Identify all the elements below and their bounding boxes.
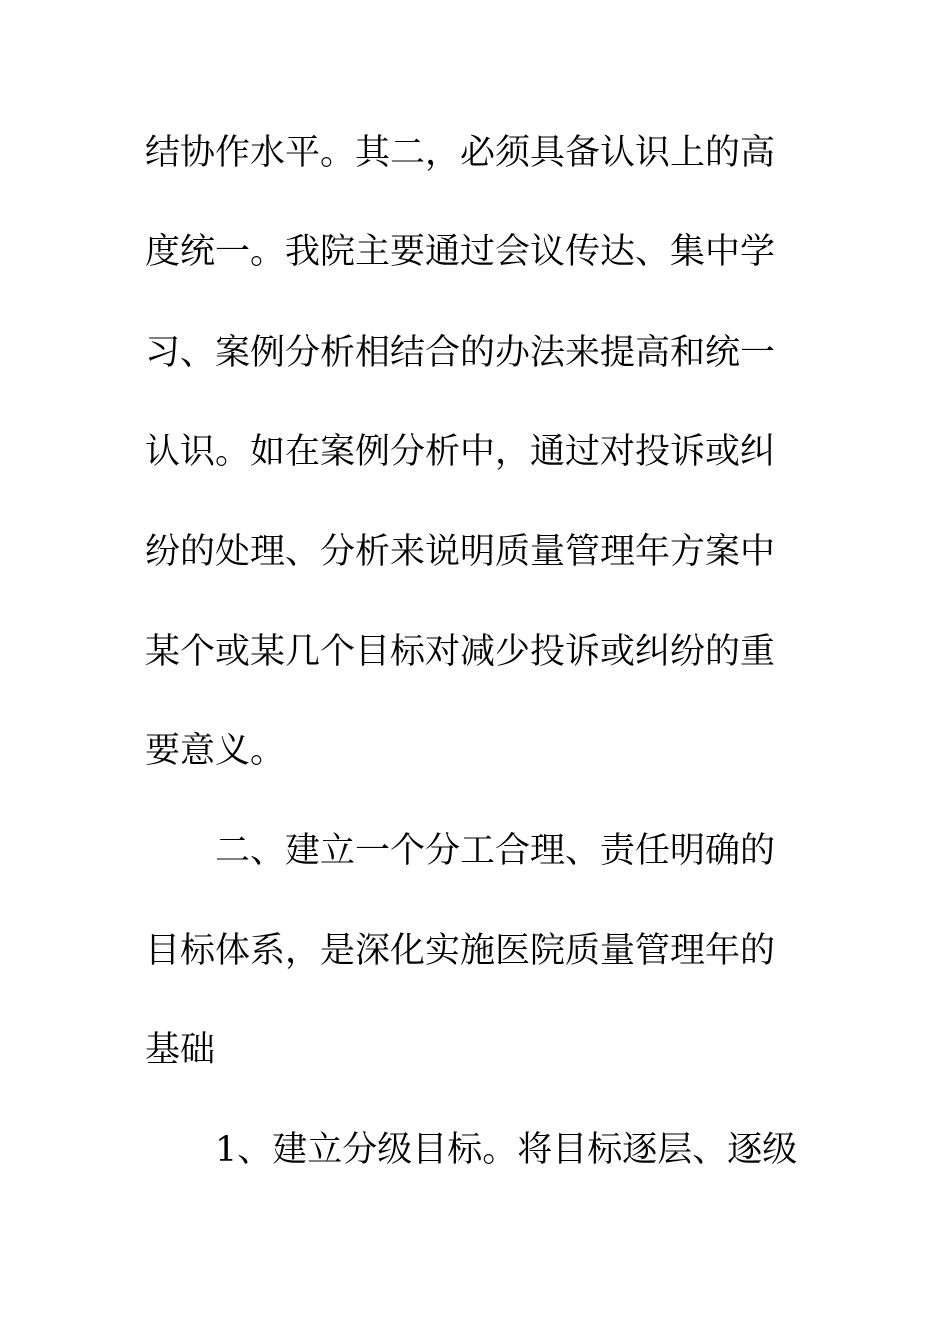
list-item-1: 1、建立分级目标。将目标逐层、逐级	[215, 1130, 798, 1170]
text-line-3: 习、案例分析相结合的办法来提高和统一	[145, 333, 776, 373]
text-line-2: 度统一。我院主要通过会议传达、集中学	[145, 232, 776, 272]
text-line-6: 某个或某几个目标对减少投诉或纠纷的重	[145, 632, 776, 672]
text-line-1: 结协作水平。其二，必须具备认识上的高	[145, 133, 776, 173]
text-line-7: 要意义。	[145, 731, 286, 771]
text-line-10: 基础	[145, 1030, 216, 1070]
text-line-9: 目标体系，是深化实施医院质量管理年的	[145, 931, 776, 971]
text-line-5: 纷的处理、分析来说明质量管理年方案中	[145, 532, 776, 572]
text-line-4: 认识。如在案例分析中，通过对投诉或纠	[145, 432, 776, 472]
section-heading-2: 二、建立一个分工合理、责任明确的	[215, 831, 776, 871]
